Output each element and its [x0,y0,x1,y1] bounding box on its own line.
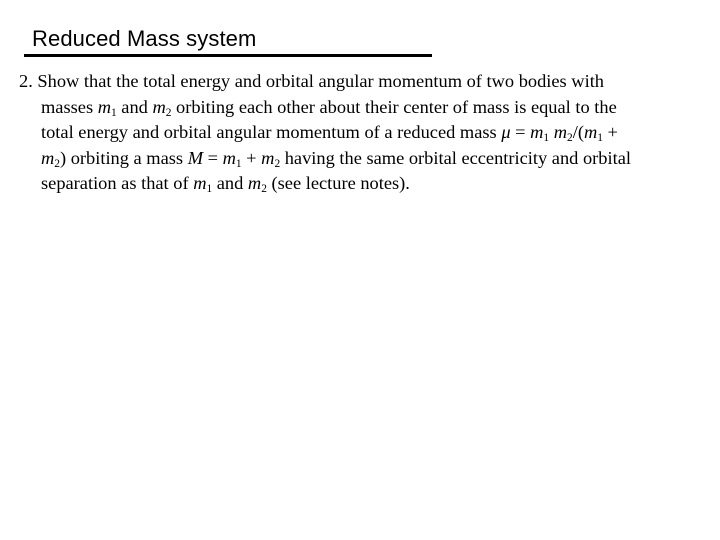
subscript: 1 [543,131,550,144]
problem-line-3 [19,120,699,146]
divide: /( [572,122,584,142]
variable-m: m [222,147,236,168]
line-text: separation as that of [41,173,194,193]
subscript: 1 [597,131,603,144]
variable-m: m [152,96,166,117]
subscript: 1 [110,106,117,119]
subscript: 1 [206,182,213,195]
variable-m: m [553,122,567,142]
variable-m: m [193,173,207,193]
title-underline [24,54,432,57]
plus: + [602,122,618,142]
variable-m: m [247,173,262,193]
plus: + [241,147,262,168]
line-text: total energy and orbital angular momentum of a reduced mass [41,122,502,142]
line-text: ) orbiting a mass [59,147,188,168]
line-text: orbiting each other about their center of mass is equal to the [171,96,617,117]
line-text: Show that the total energy and orbital angular momentum of two bodies with [37,71,605,91]
line-text: (see lecture notes). [266,173,410,193]
variable-m: m [97,96,111,117]
line-text: and [212,173,248,193]
variable-mu: μ [501,122,511,142]
problem-line-2 [19,95,699,121]
subscript: 2 [165,106,172,119]
equals: = [510,122,531,142]
subscript: 2 [54,157,60,170]
variable-m: m [261,147,275,168]
problem-number: 2. [19,71,33,91]
problem-line-1 [19,69,699,95]
variable-m: m [41,147,55,168]
subscript: 2 [567,131,573,144]
variable-M: M [187,147,204,168]
slide-title: Reduced Mass system [32,26,257,51]
subscript: 1 [235,157,242,170]
variable-m: m [583,122,598,142]
problem-line-5 [19,171,699,197]
problem-statement [19,69,699,197]
equals: = [203,147,223,168]
line-text: and [116,96,153,117]
problem-line-4 [19,146,699,172]
line-text: having the same orbital eccentricity and orbital [280,147,631,168]
subscript: 2 [274,157,281,170]
subscript: 2 [261,182,267,195]
line-text: masses [41,96,98,117]
variable-m: m [530,122,544,142]
